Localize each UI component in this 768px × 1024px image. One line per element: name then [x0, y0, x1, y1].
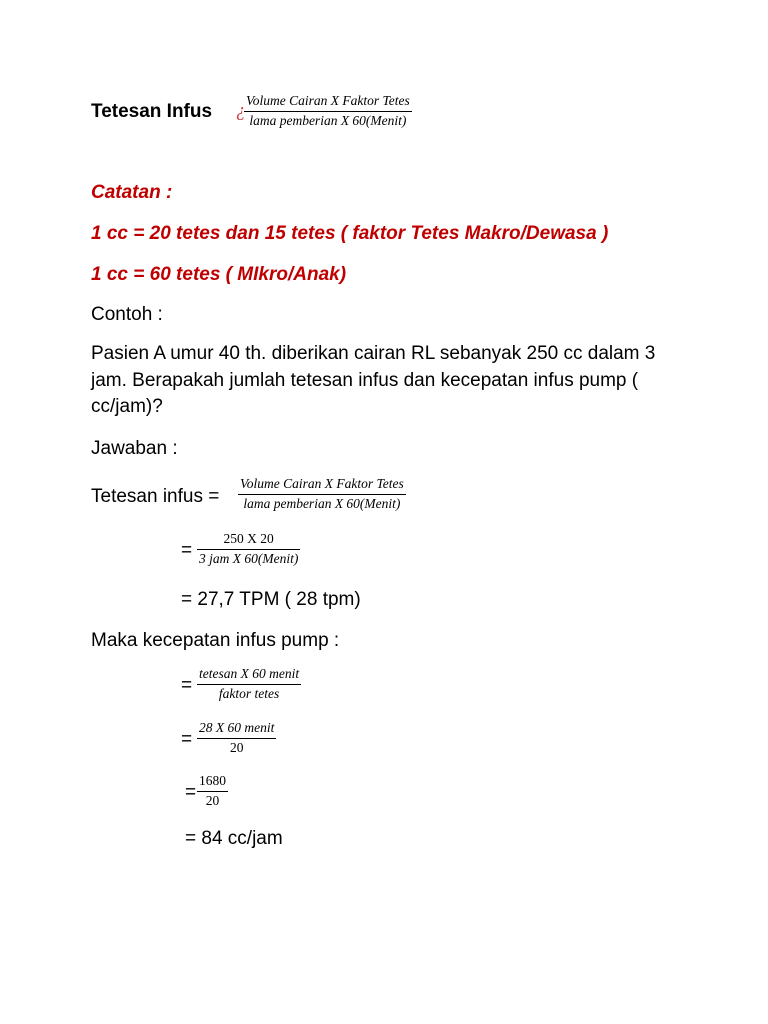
formula-numerator: Volume Cairan X Faktor Tetes [238, 476, 406, 495]
title-fraction-denominator: lama pemberian X 60(Menit) [249, 113, 407, 128]
notes-heading: Catatan : [91, 182, 173, 203]
pump-step1-fraction [197, 666, 301, 702]
step1-equals: = [181, 540, 193, 561]
pump-step3-numerator: 1680 [197, 773, 228, 792]
formula-denominator: lama pemberian X 60(Menit) [243, 496, 401, 511]
title-label: Tetesan Infus [91, 101, 213, 122]
pump-result: = 84 cc/jam [185, 828, 283, 849]
answer-label: Jawaban : [91, 438, 178, 459]
pump-step2-equals: = [181, 729, 193, 750]
notes-line-1: 1 cc = 20 tetes dan 15 tetes ( faktor Tetes Makro/Dewasa ) [91, 223, 609, 244]
pump-step3-equals: = [185, 782, 197, 803]
example-label: Contoh : [91, 304, 163, 325]
step1-fraction [197, 531, 300, 567]
pump-step1-numerator: tetesan X 60 menit [197, 666, 301, 685]
pump-step3-denominator: 20 [205, 793, 220, 808]
pump-step2-numerator: 28 X 60 menit [197, 720, 276, 739]
pump-step1-equals: = [181, 675, 193, 696]
notes-line-2: 1 cc = 60 tetes ( MIkro/Anak) [91, 264, 347, 285]
example-question: Pasien A umur 40 th. diberikan cairan RL sebanyak 250 cc dalam 3 jam. Berapakah jumlah tetesan infus dan kecepatan infus pump ( cc/jam)? [91, 343, 656, 417]
result-tpm: = 27,7 TPM ( 28 tpm) [181, 589, 361, 610]
step1-numerator: 250 X 20 [197, 531, 300, 550]
pump-step3-fraction [197, 773, 228, 809]
inverted-question-symbol: ¿ [236, 100, 246, 121]
pump-step1-denominator: faktor tetes [218, 686, 280, 701]
pump-label: Maka kecepatan infus pump : [91, 630, 340, 651]
title-fraction-numerator: Volume Cairan X Faktor Tetes [244, 93, 412, 112]
pump-step2-denominator: 20 [229, 740, 244, 755]
title-fraction [244, 93, 412, 129]
formula-fraction [238, 476, 406, 512]
formula-label: Tetesan infus = [91, 486, 220, 507]
step1-denominator: 3 jam X 60(Menit) [199, 551, 299, 566]
pump-step2-fraction [197, 720, 276, 756]
